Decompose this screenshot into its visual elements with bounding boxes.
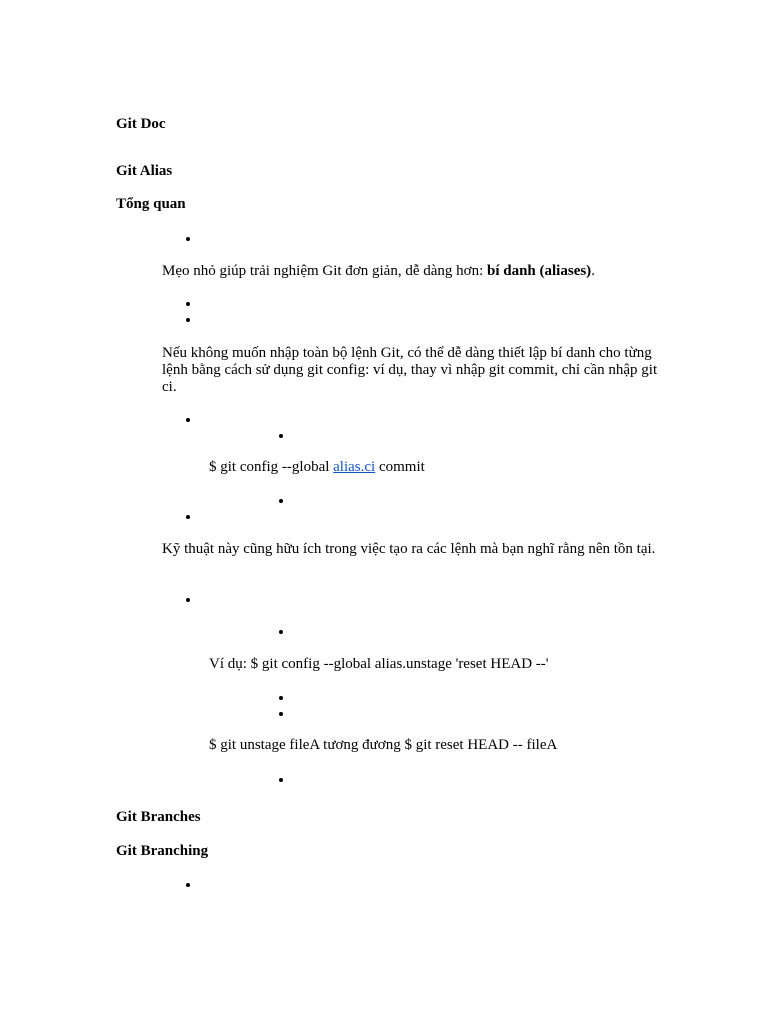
subheading-git-branching: Git Branching <box>116 843 209 859</box>
bold-term-aliases: bí danh (aliases) <box>486 263 592 279</box>
nested-list-bullet <box>279 696 283 700</box>
list-bullet <box>186 418 190 422</box>
section-heading-git-alias: Git Alias <box>116 163 173 179</box>
command-example-alias-ci <box>209 459 425 476</box>
list-bullet <box>186 302 190 306</box>
paragraph-technique: Kỹ thuật này cũng hữu ích trong việc tạo ra các lệnh mà bạn nghĩ rằng nên tồn tại. <box>162 541 656 557</box>
list-bullet <box>186 883 190 887</box>
subheading-overview: Tổng quan <box>116 196 186 212</box>
paragraph-suffix: . <box>591 263 595 279</box>
nested-list-bullet <box>279 778 283 782</box>
paragraph-alias-explanation: Nếu không muốn nhập toàn bộ lệnh Git, có thể dễ dàng thiết lập bí danh cho từng lệnh bằng cách sử dụng git config: ví dụ, thay vì nhập git commit, chỉ cần nhập git ci. <box>162 345 658 395</box>
nested-list-bullet <box>279 499 283 503</box>
example-unstage-alias: Ví dụ: $ git config --global alias.unstage 'reset HEAD --' <box>209 656 549 672</box>
document-title: Git Doc <box>116 116 166 132</box>
command-suffix: commit <box>375 459 425 475</box>
list-bullet <box>186 318 190 322</box>
section-heading-git-branches: Git Branches <box>116 809 201 825</box>
list-bullet <box>186 237 190 241</box>
paragraph-aliases-intro <box>162 263 662 280</box>
paragraph-text: Mẹo nhỏ giúp trải nghiệm Git đơn giản, dễ dàng hơn: <box>162 263 487 279</box>
list-bullet <box>186 598 190 602</box>
alias-ci-link[interactable]: alias.ci <box>333 459 376 475</box>
nested-list-bullet <box>279 630 283 634</box>
example-unstage-equivalent: $ git unstage fileA tương đương $ git reset HEAD -- fileA <box>209 737 558 753</box>
command-text: $ git config --global <box>209 459 334 475</box>
nested-list-bullet <box>279 434 283 438</box>
list-bullet <box>186 515 190 519</box>
nested-list-bullet <box>279 712 283 716</box>
